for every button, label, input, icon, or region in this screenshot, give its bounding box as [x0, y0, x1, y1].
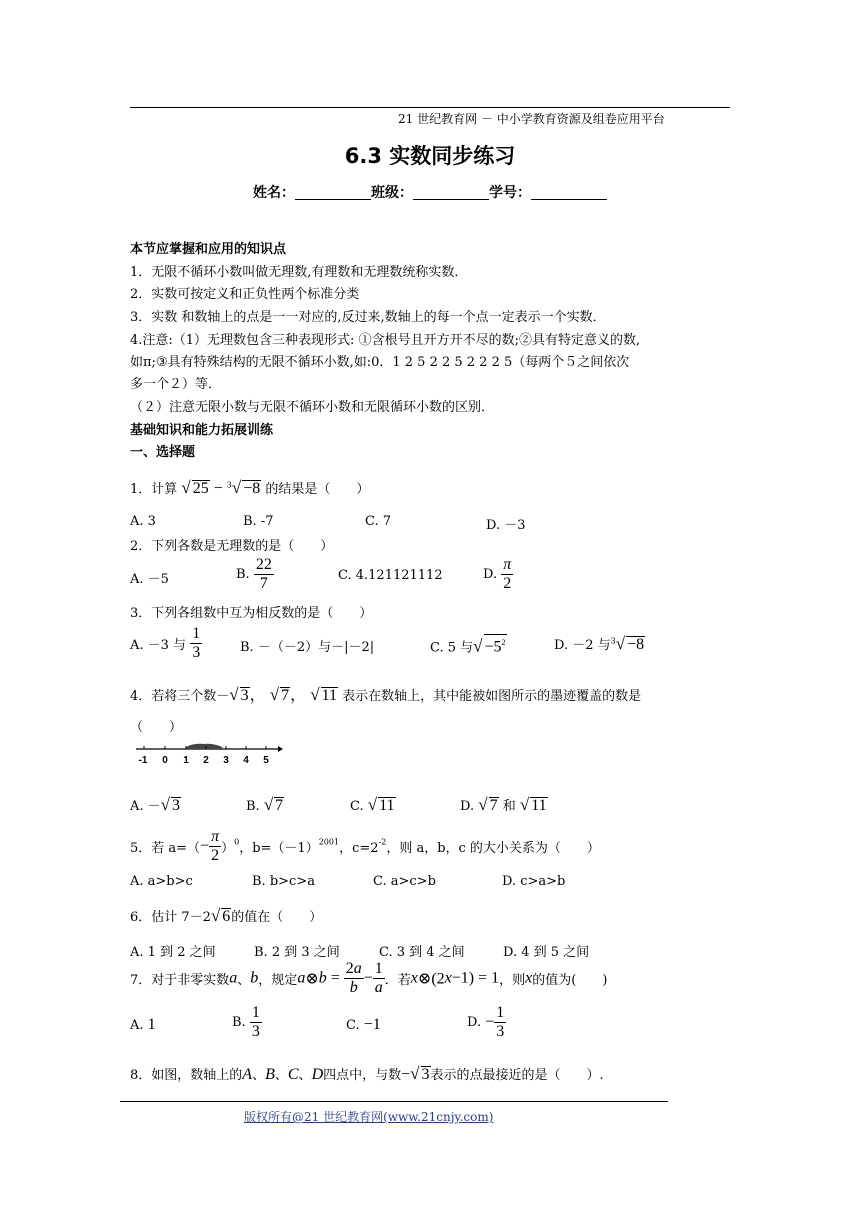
q2-option-b[interactable]: B. $\frac{22}{7}$	[236, 556, 272, 592]
q7-option-c[interactable]: C. −1	[346, 1016, 381, 1033]
knowledge-line: 多一个２）等．	[130, 377, 222, 392]
q1-option-b[interactable]: B. -7	[243, 514, 274, 529]
class-label: 班级：	[371, 185, 413, 201]
footer-rule	[120, 1101, 668, 1102]
ink-blot	[185, 744, 223, 749]
question-5: 5．若 a=（− $\frac{\pi}{2}$ ）$^0$，$b=(-1)^{2001}$，$c=2^{-2}$，则 a，b，c 的大小关系为（ ）	[130, 828, 600, 864]
header-rule	[130, 107, 730, 108]
q1-option-d[interactable]: D. －3	[486, 518, 526, 533]
q4-option-c[interactable]: C. √ 11	[350, 795, 395, 814]
knowledge-line: 2．实数可按定义和正负性两个标准分类	[130, 287, 360, 302]
q5-option-b[interactable]: B. b>c>a	[252, 874, 315, 889]
tick-label: 1	[183, 755, 189, 766]
q2-option-a[interactable]: A. －5	[130, 572, 169, 587]
q7-option-b[interactable]: B. $\frac{1}{3}$	[232, 1004, 260, 1040]
question-1: 1．计算 √ 25 − $^3$√ −8 的结果是（ ）	[130, 478, 370, 497]
q5-option-c[interactable]: C. a>c>b	[373, 874, 436, 889]
question-7: 7．对于非零实数a、b，规定a⊗b = $\frac{2a}{b}$ − $\frac{1}{a}$ ．若x⊗(2x−1) = 1，则x的值为( )	[130, 960, 608, 996]
header-text: 21 世纪教育网 － 中小学教育资源及组卷应用平台	[398, 112, 665, 126]
q5-option-a[interactable]: A. a>b>c	[130, 874, 193, 889]
sub-heading: 一、选择题	[130, 445, 196, 460]
footer-copyright-link[interactable]: 版权所有@21 世纪教育网(www.21cnjy.com)	[244, 1110, 494, 1124]
knowledge-line: 1．无限不循环小数叫做无理数,有理数和无理数统称实数．	[130, 265, 468, 280]
question-8: 8．如图，数轴上的A、B、C、D四点中，与数−√ 3表示的点最接近的是（ ）.	[130, 1064, 604, 1083]
q2-option-c[interactable]: C. 4.121121112	[338, 568, 443, 583]
tick-label: 5	[263, 755, 269, 766]
q4-option-d[interactable]: D. √ 7 和 √ 11	[460, 795, 547, 814]
q2-option-d[interactable]: D. $\frac{\pi}{2}$	[483, 556, 512, 592]
knowledge-heading: 本节应掌握和应用的知识点	[130, 242, 287, 257]
q6-option-d[interactable]: D. 4 到 5 之间	[503, 945, 590, 960]
tick-label: 2	[203, 755, 209, 766]
tick-label: 0	[162, 755, 168, 766]
question-6: 6．估计 7－2√ 6的值在（ ）	[130, 906, 323, 925]
knowledge-line: （２）注意无限小数与无限不循环小数和无限循环小数的区别．	[130, 400, 495, 415]
page-title: 6.3 实数同步练习	[344, 144, 516, 168]
student-info-line	[0, 182, 860, 202]
q7-option-d[interactable]: D. − $\frac{1}{3}$	[467, 1004, 505, 1040]
knowledge-line: 3．实数 和数轴上的点是一一对应的,反过来,数轴上的每一个点一定表示一个实数．	[130, 310, 606, 325]
question-2: 2．下列各数是无理数的是（ ）	[130, 539, 334, 554]
q6-option-a[interactable]: A. 1 到 2 之间	[130, 945, 216, 960]
q1-option-c[interactable]: C. 7	[365, 514, 392, 529]
tick-label: 3	[223, 755, 229, 766]
q3-option-a[interactable]: A. －3 与 $\frac{1}{3}$	[130, 625, 201, 661]
axis-arrow	[278, 746, 283, 752]
section-heading: 基础知识和能力拓展训练	[130, 423, 274, 438]
tick-label: -1	[138, 755, 148, 766]
name-label: 姓名：	[253, 185, 295, 201]
knowledge-line: 4.注意:（1）无理数包含三种表现形式: ①含根号且开方开不尽的数;②具有特定意义的数,	[130, 333, 641, 348]
question-3: 3．下列各组数中互为相反数的是（ ）	[130, 606, 373, 621]
q4-option-a[interactable]: A. －√ 3	[130, 795, 180, 814]
tick-label: 4	[243, 755, 249, 766]
id-blank[interactable]	[531, 185, 607, 200]
q1-option-a[interactable]: A. 3	[130, 514, 156, 529]
class-blank[interactable]	[413, 185, 489, 200]
question-4: 4．若将三个数－√ 3， √ 7， √ 11 表示在数轴上，其中能被如图所示的墨迹覆盖的数是	[130, 685, 642, 704]
name-blank[interactable]	[295, 185, 371, 200]
q5-option-d[interactable]: D. c>a>b	[502, 874, 566, 889]
q3-option-d[interactable]: D. －2 与$^3$√ −8	[554, 634, 645, 653]
number-line-figure	[134, 737, 284, 767]
q4-option-b[interactable]: B. √ 7	[246, 795, 284, 814]
q3-option-c[interactable]: C. 5 与√ $-5^2$	[430, 634, 507, 656]
q3-option-b[interactable]: B. －（－2）与－|－2|	[240, 640, 375, 655]
q6-option-c[interactable]: C. 3 到 4 之间	[379, 945, 465, 960]
id-label: 学号：	[489, 185, 531, 201]
q7-option-a[interactable]: A. 1	[130, 1016, 156, 1033]
q4-paren: （ ）	[130, 720, 183, 735]
q6-option-b[interactable]: B. 2 到 3 之间	[254, 945, 340, 960]
knowledge-line: 如π;③具有特殊结构的无限不循环小数,如:0．1 2 5 2 2 5 2 2 2 5（每两个５之间依次	[130, 355, 630, 370]
